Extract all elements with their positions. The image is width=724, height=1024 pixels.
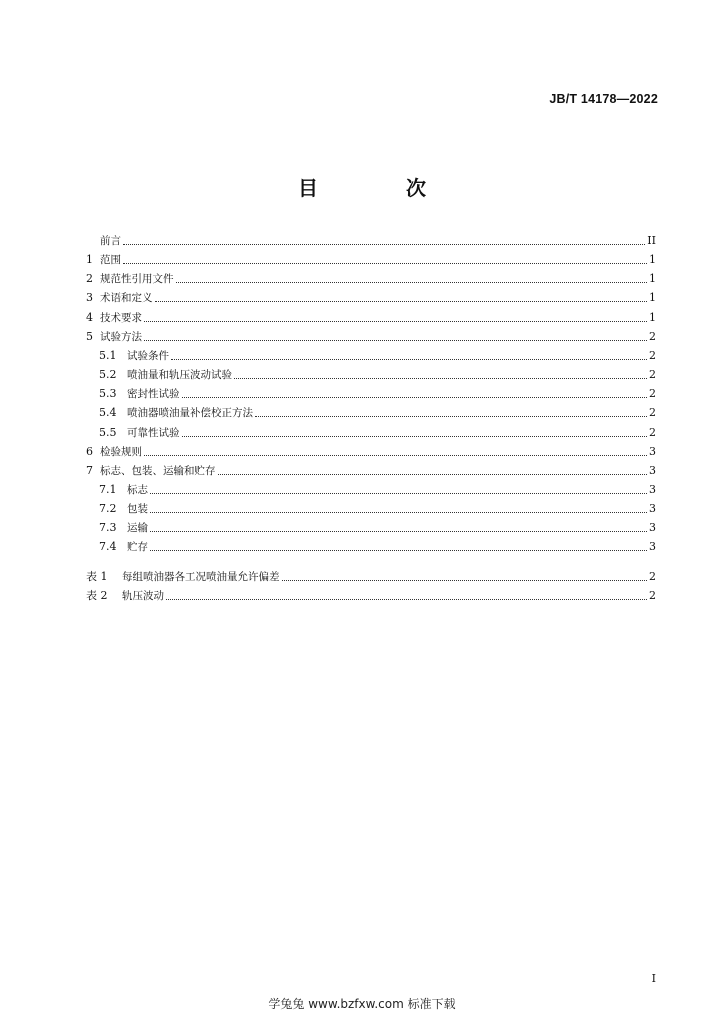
dot-leader <box>176 282 648 283</box>
dot-leader <box>150 493 647 494</box>
entry-page-number: 2 <box>649 348 656 362</box>
entry-label: 每组喷油器各工况喷油量允许偏差 <box>122 571 280 583</box>
toc-entry[interactable] <box>86 422 656 440</box>
toc-entry[interactable] <box>86 364 656 382</box>
toc-entry[interactable] <box>86 498 656 516</box>
entry-page-number: 3 <box>649 444 656 458</box>
table-list-entry[interactable] <box>86 585 656 603</box>
toc-entry[interactable] <box>86 268 656 286</box>
watermark: 学兔兔 www.bzfxw.com 标准下载 <box>268 997 456 1011</box>
entry-label: 贮存 <box>127 541 148 554</box>
entry-number: 7 <box>86 463 93 477</box>
entry-number: 7.4 <box>99 540 117 554</box>
entry-number: 7.2 <box>99 502 117 516</box>
toc-entry[interactable] <box>86 441 656 459</box>
entry-number: 5 <box>86 329 93 343</box>
dot-leader <box>144 455 647 456</box>
toc-entry[interactable] <box>86 460 656 478</box>
dot-leader <box>182 436 648 437</box>
entry-number: 5.3 <box>99 387 117 401</box>
entry-page-number: 3 <box>649 502 656 516</box>
entry-page-number: 3 <box>649 463 656 477</box>
entry-number: 表 2 <box>86 589 108 603</box>
entry-number: 5.1 <box>99 348 117 362</box>
entry-number: 5.2 <box>99 368 117 382</box>
toc-entry[interactable] <box>86 249 656 267</box>
entry-label: 包装 <box>127 503 148 516</box>
entry-label: 技术要求 <box>100 311 142 324</box>
entry-page-number: 1 <box>649 253 656 267</box>
entry-page-number: 1 <box>649 272 656 286</box>
dot-leader <box>144 340 647 341</box>
entry-page-number: 2 <box>649 387 656 401</box>
dot-leader <box>144 321 647 322</box>
toc-entry[interactable] <box>86 287 656 305</box>
entry-page-number: 2 <box>649 329 656 343</box>
entry-number: 3 <box>86 291 93 305</box>
entry-label: 标志 <box>127 483 148 496</box>
entry-number: 6 <box>86 444 93 458</box>
toc-entry[interactable] <box>86 536 656 554</box>
dot-leader <box>155 301 648 302</box>
entry-page-number: 2 <box>649 368 656 382</box>
dot-leader <box>150 512 647 513</box>
entry-label: 前言 <box>100 235 121 247</box>
entry-label: 范围 <box>100 254 121 267</box>
toc-entry[interactable] <box>86 230 656 248</box>
entry-label: 喷油量和轨压波动试验 <box>127 369 232 382</box>
dot-leader <box>171 359 647 360</box>
entry-page-number: 2 <box>649 589 656 603</box>
dot-leader <box>123 263 647 264</box>
dot-leader <box>234 378 647 379</box>
entry-label: 试验条件 <box>127 349 169 362</box>
entry-label: 术语和定义 <box>100 292 153 305</box>
toc-entry[interactable] <box>86 402 656 420</box>
entry-label: 轨压波动 <box>122 590 164 603</box>
page-number: I <box>651 972 656 985</box>
entry-number: 5.4 <box>99 406 117 420</box>
dot-leader <box>123 244 645 245</box>
toc-entry[interactable] <box>86 479 656 497</box>
entry-page-number: 3 <box>649 540 656 554</box>
entry-number: 7.3 <box>99 521 117 535</box>
toc-entry[interactable] <box>86 383 656 401</box>
entry-number: 2 <box>86 272 93 286</box>
entry-page-number: 2 <box>649 406 656 420</box>
entry-number: 表 1 <box>86 570 108 583</box>
entry-page-number: 2 <box>649 425 656 439</box>
entry-number: 1 <box>86 253 93 267</box>
dot-leader <box>150 550 647 551</box>
entry-page-number: 1 <box>649 310 656 324</box>
entry-number: 5.5 <box>99 425 117 439</box>
toc-entry[interactable] <box>86 307 656 325</box>
entry-label: 运输 <box>127 522 148 535</box>
dot-leader <box>218 474 648 475</box>
entry-label: 检验规则 <box>100 445 142 458</box>
table-list-entry[interactable] <box>86 566 656 584</box>
dot-leader <box>182 397 648 398</box>
dot-leader <box>166 599 647 600</box>
entry-page-number: 1 <box>649 291 656 305</box>
entry-page-number: II <box>647 234 656 247</box>
entry-page-number: 3 <box>649 482 656 496</box>
entry-label: 喷油器喷油量补偿校正方法 <box>127 407 253 420</box>
entry-label: 标志、包装、运输和贮存 <box>100 464 216 477</box>
toc-entry[interactable] <box>86 326 656 344</box>
entry-page-number: 2 <box>649 570 656 583</box>
entry-label: 试验方法 <box>100 330 142 343</box>
dot-leader <box>255 416 647 417</box>
toc-entry[interactable] <box>86 517 656 535</box>
entry-label: 可靠性试验 <box>127 426 180 439</box>
document-code: JB/T 14178—2022 <box>549 92 658 106</box>
toc-entry[interactable] <box>86 345 656 363</box>
entry-number: 4 <box>86 310 93 324</box>
dot-leader <box>282 580 648 581</box>
entry-page-number: 3 <box>649 521 656 535</box>
entry-label: 密封性试验 <box>127 388 180 401</box>
page-title: 目 次 <box>298 176 460 200</box>
dot-leader <box>150 531 647 532</box>
entry-label: 规范性引用文件 <box>100 273 174 286</box>
entry-number: 7.1 <box>99 482 117 496</box>
